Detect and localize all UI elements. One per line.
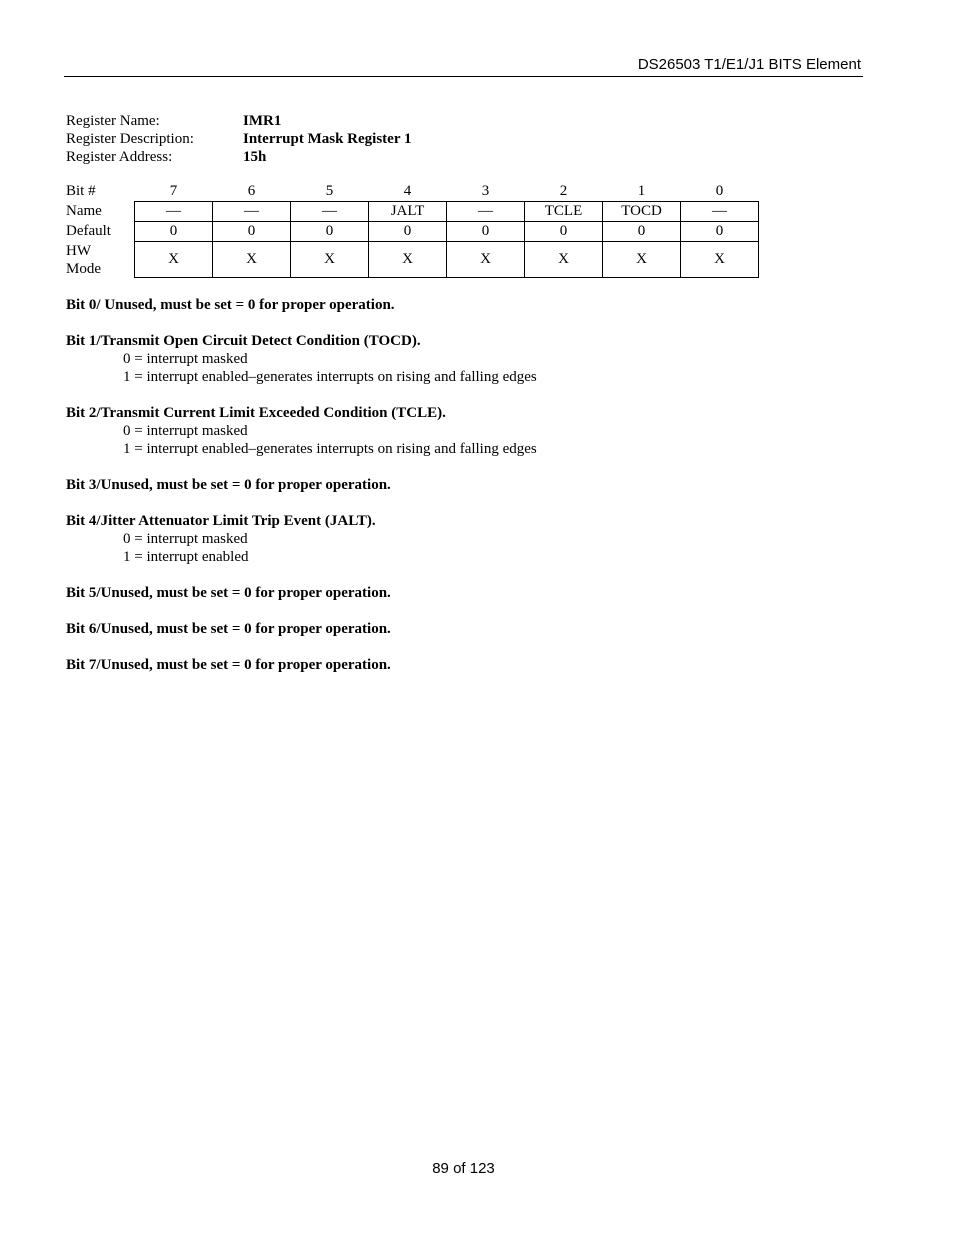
bit-hw-mode-row bbox=[66, 242, 759, 278]
hw-label-line2: Mode bbox=[66, 260, 101, 277]
bit-1-title: Bit 1/Transmit Open Circuit Detect Condition (TOCD). bbox=[66, 333, 421, 349]
bit-5-description bbox=[66, 584, 866, 602]
bit-default-cell: 0 bbox=[291, 222, 369, 242]
header-rule bbox=[64, 76, 863, 77]
bit-name-cell: JALT bbox=[369, 202, 447, 222]
bit-name-label: Name bbox=[66, 203, 102, 219]
bit-5-title: Bit 5/Unused, must be set = 0 for proper operation. bbox=[66, 585, 391, 601]
bit-4-title: Bit 4/Jitter Attenuator Limit Trip Event (JALT). bbox=[66, 513, 376, 529]
bit-2-line-1: 1 = interrupt enabled–generates interrupts on rising and falling edges bbox=[123, 441, 537, 457]
hw-label-line1: HW bbox=[66, 242, 91, 259]
bit-name-cell: — bbox=[447, 202, 525, 222]
register-name-label: Register Name: bbox=[66, 113, 160, 129]
bit-number-cell: 3 bbox=[481, 183, 490, 199]
bit-name-cell: — bbox=[213, 202, 291, 222]
bit-name-cell: TCLE bbox=[525, 202, 603, 222]
register-address-value: 15h bbox=[243, 149, 267, 165]
bit-number-cell: 5 bbox=[325, 183, 334, 199]
bit-2-title: Bit 2/Transmit Current Limit Exceeded Condition (TCLE). bbox=[66, 405, 446, 421]
bit-default-cell: 0 bbox=[525, 222, 603, 242]
bit-6-description bbox=[66, 620, 866, 638]
register-address-row bbox=[66, 148, 411, 166]
bit-hw-mode-cell: X bbox=[291, 242, 369, 278]
register-description-value: Interrupt Mask Register 1 bbox=[243, 131, 412, 147]
bit-4-description bbox=[66, 512, 866, 566]
register-bit-table bbox=[66, 182, 759, 278]
bit-default-row bbox=[66, 222, 759, 242]
bit-4-line-1: 1 = interrupt enabled bbox=[123, 549, 249, 565]
bit-number-cell: 1 bbox=[637, 183, 646, 199]
bit-1-line-0: 0 = interrupt masked bbox=[123, 351, 248, 367]
document-header-title: DS26503 T1/E1/J1 BITS Element bbox=[637, 56, 861, 73]
bit-hw-mode-cell: X bbox=[213, 242, 291, 278]
bit-name-cell: — bbox=[135, 202, 213, 222]
bit-2-description bbox=[66, 404, 866, 458]
register-address-label: Register Address: bbox=[66, 149, 173, 165]
register-name-value: IMR1 bbox=[243, 113, 282, 129]
bit-3-description bbox=[66, 476, 866, 494]
bit-name-row bbox=[66, 202, 759, 222]
bit-number-row bbox=[66, 182, 759, 202]
bit-default-cell: 0 bbox=[135, 222, 213, 242]
bit-number-cell: 0 bbox=[715, 183, 724, 199]
bit-default-cell: 0 bbox=[603, 222, 681, 242]
bit-hw-mode-cell: X bbox=[525, 242, 603, 278]
bit-hw-mode-cell: X bbox=[369, 242, 447, 278]
bit-7-title: Bit 7/Unused, must be set = 0 for proper operation. bbox=[66, 657, 391, 673]
bit-0-description bbox=[66, 296, 866, 314]
bit-number-cell: 6 bbox=[247, 183, 256, 199]
page-number: 89 of 123 bbox=[432, 1160, 495, 1177]
register-description-row bbox=[66, 130, 411, 148]
bit-name-cell: TOCD bbox=[603, 202, 681, 222]
bit-3-title: Bit 3/Unused, must be set = 0 for proper operation. bbox=[66, 477, 391, 493]
bit-number-cell: 7 bbox=[169, 183, 178, 199]
register-info bbox=[66, 112, 411, 166]
bit-0-title: Bit 0/ Unused, must be set = 0 for proper operation. bbox=[66, 297, 395, 313]
bit-number-label: Bit # bbox=[66, 183, 96, 200]
bit-hw-mode-cell: X bbox=[135, 242, 213, 278]
bit-number-cell: 2 bbox=[559, 183, 568, 199]
register-description-label: Register Description: bbox=[66, 131, 194, 147]
bit-default-cell: 0 bbox=[369, 222, 447, 242]
bit-default-cell: 0 bbox=[213, 222, 291, 242]
register-name-row bbox=[66, 112, 411, 130]
bit-1-line-1: 1 = interrupt enabled–generates interrupts on rising and falling edges bbox=[123, 369, 537, 385]
bit-default-cell: 0 bbox=[681, 222, 759, 242]
bit-default-cell: 0 bbox=[447, 222, 525, 242]
bit-name-cell: — bbox=[681, 202, 759, 222]
bit-hw-mode-cell: X bbox=[603, 242, 681, 278]
bit-6-title: Bit 6/Unused, must be set = 0 for proper operation. bbox=[66, 621, 391, 637]
bit-name-cell: — bbox=[291, 202, 369, 222]
bit-number-cell: 4 bbox=[403, 183, 412, 199]
bit-1-description bbox=[66, 332, 866, 386]
bit-hw-mode-cell: X bbox=[681, 242, 759, 278]
bit-hw-mode-label bbox=[66, 242, 135, 278]
bit-2-line-0: 0 = interrupt masked bbox=[123, 423, 248, 439]
bit-descriptions bbox=[66, 296, 866, 692]
bit-7-description bbox=[66, 656, 866, 674]
bit-hw-mode-cell: X bbox=[447, 242, 525, 278]
bit-4-line-0: 0 = interrupt masked bbox=[123, 531, 248, 547]
bit-default-label: Default bbox=[66, 223, 111, 239]
